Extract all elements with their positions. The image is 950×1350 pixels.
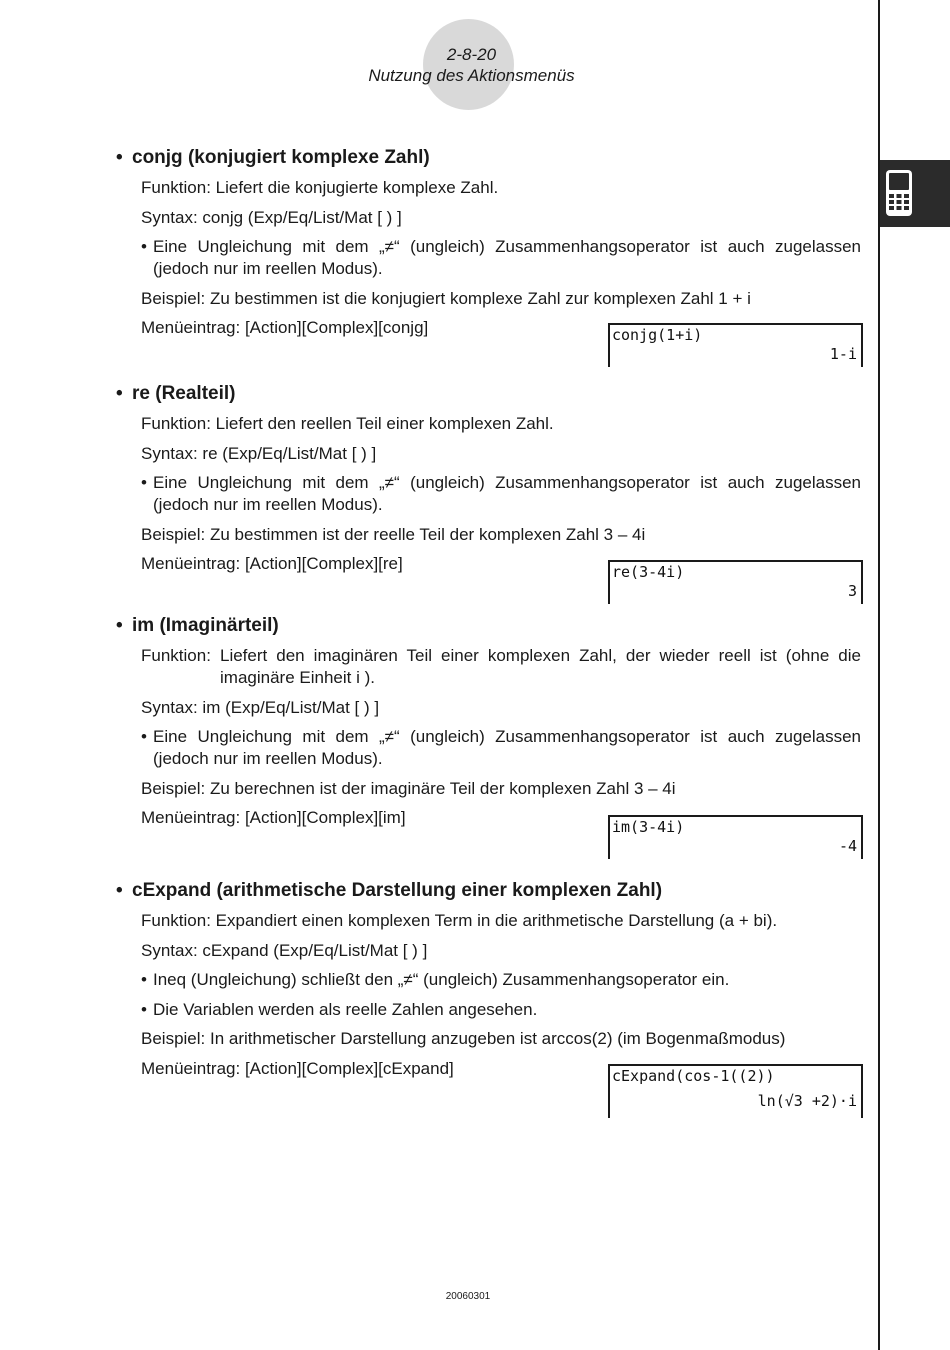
section-title: • conjg (konjugiert komplexe Zahl) — [116, 147, 430, 168]
menu-line: Menüeintrag: [Action][Complex][im] — [141, 808, 406, 827]
calculator-screen-cexpand — [608, 1064, 863, 1118]
example-line: Beispiel: Zu berechnen ist der imaginäre Teil der komplexen Zahl 3 – 4i — [141, 778, 676, 798]
section-re — [116, 383, 861, 583]
section-conjg — [116, 147, 861, 347]
syntax-line: Syntax: im (Exp/Eq/List/Mat [ ) ] — [141, 697, 380, 717]
syntax-line: Syntax: conjg (Exp/Eq/List/Mat [ ) ] — [141, 207, 402, 227]
screen-output: 1-i — [829, 345, 857, 363]
screen-output: ln(√3 +2)·i — [757, 1092, 857, 1110]
function-line: Funktion: Liefert den imaginären Teil einer komplexen Zahl, der wieder reell ist (ohne die imaginäre Einheit i ). — [141, 646, 861, 687]
note-bullet: • Eine Ungleichung mit dem „≠“ (ungleich) Zusammenhangsoperator ist auch zugelassen (jedoch nur im reellen Modus). — [141, 473, 861, 514]
section-im — [116, 615, 861, 837]
menu-line: Menüeintrag: [Action][Complex][re] — [141, 554, 403, 573]
calculator-screen-re — [608, 560, 863, 604]
page-title: Nutzung des Aktionsmenüs — [368, 66, 575, 85]
section-title: • im (Imaginärteil) — [116, 615, 279, 636]
calculator-icon — [884, 168, 914, 218]
footer-code: 20060301 — [445, 1291, 491, 1302]
calculator-screen-im — [608, 815, 863, 859]
screen-input: cExpand(cos-1((2)) — [612, 1067, 775, 1085]
note-bullet: • Die Variablen werden als reelle Zahlen angesehen. — [141, 999, 538, 1019]
menu-line: Menüeintrag: [Action][Complex][conjg] — [141, 318, 429, 337]
screen-input: re(3-4i) — [612, 563, 685, 581]
screen-input: conjg(1+i) — [612, 326, 703, 344]
chapter-tab — [880, 160, 950, 227]
page-number: 2-8-20 — [446, 45, 497, 64]
function-line: Funktion: Liefert die konjugierte komplexe Zahl. — [141, 178, 499, 197]
section-title: • cExpand (arithmetische Darstellung einer komplexen Zahl) — [116, 880, 663, 901]
example-line: Beispiel: In arithmetischer Darstellung anzugeben ist arccos(2) (im Bogenmaßmodus) — [141, 1029, 786, 1048]
calculator-screen-conjg — [608, 323, 863, 367]
note-bullet: • Ineq (Ungleichung) schließt den „≠“ (ungleich) Zusammenhangsoperator ein. — [141, 970, 730, 989]
example-line: Beispiel: Zu bestimmen ist der reelle Teil der komplexen Zahl 3 – 4i — [141, 524, 646, 544]
note-bullet: • Eine Ungleichung mit dem „≠“ (ungleich) Zusammenhangsoperator ist auch zugelassen (jedoch nur im reellen Modus). — [141, 727, 861, 768]
syntax-line: Syntax: cExpand (Exp/Eq/List/Mat [ ) ] — [141, 940, 428, 960]
function-line: Funktion: Liefert den reellen Teil einer komplexen Zahl. — [141, 414, 554, 433]
screen-output: 3 — [847, 582, 857, 600]
example-line: Beispiel: Zu bestimmen ist die konjugiert komplexe Zahl zur komplexen Zahl 1 + i — [141, 288, 751, 308]
function-line: Funktion: Expandiert einen komplexen Term in die arithmetische Darstellung (a + bi). — [141, 911, 778, 930]
screen-output: -4 — [838, 837, 857, 855]
syntax-line: Syntax: re (Exp/Eq/List/Mat [ ) ] — [141, 443, 377, 463]
menu-line: Menüeintrag: [Action][Complex][cExpand] — [141, 1058, 454, 1078]
screen-input: im(3-4i) — [612, 818, 685, 836]
section-cexpand — [116, 880, 861, 1087]
note-bullet: • Eine Ungleichung mit dem „≠“ (ungleich) Zusammenhangsoperator ist auch zugelassen (jedoch nur im reellen Modus). — [141, 237, 861, 278]
section-title: • re (Realteil) — [116, 383, 236, 404]
